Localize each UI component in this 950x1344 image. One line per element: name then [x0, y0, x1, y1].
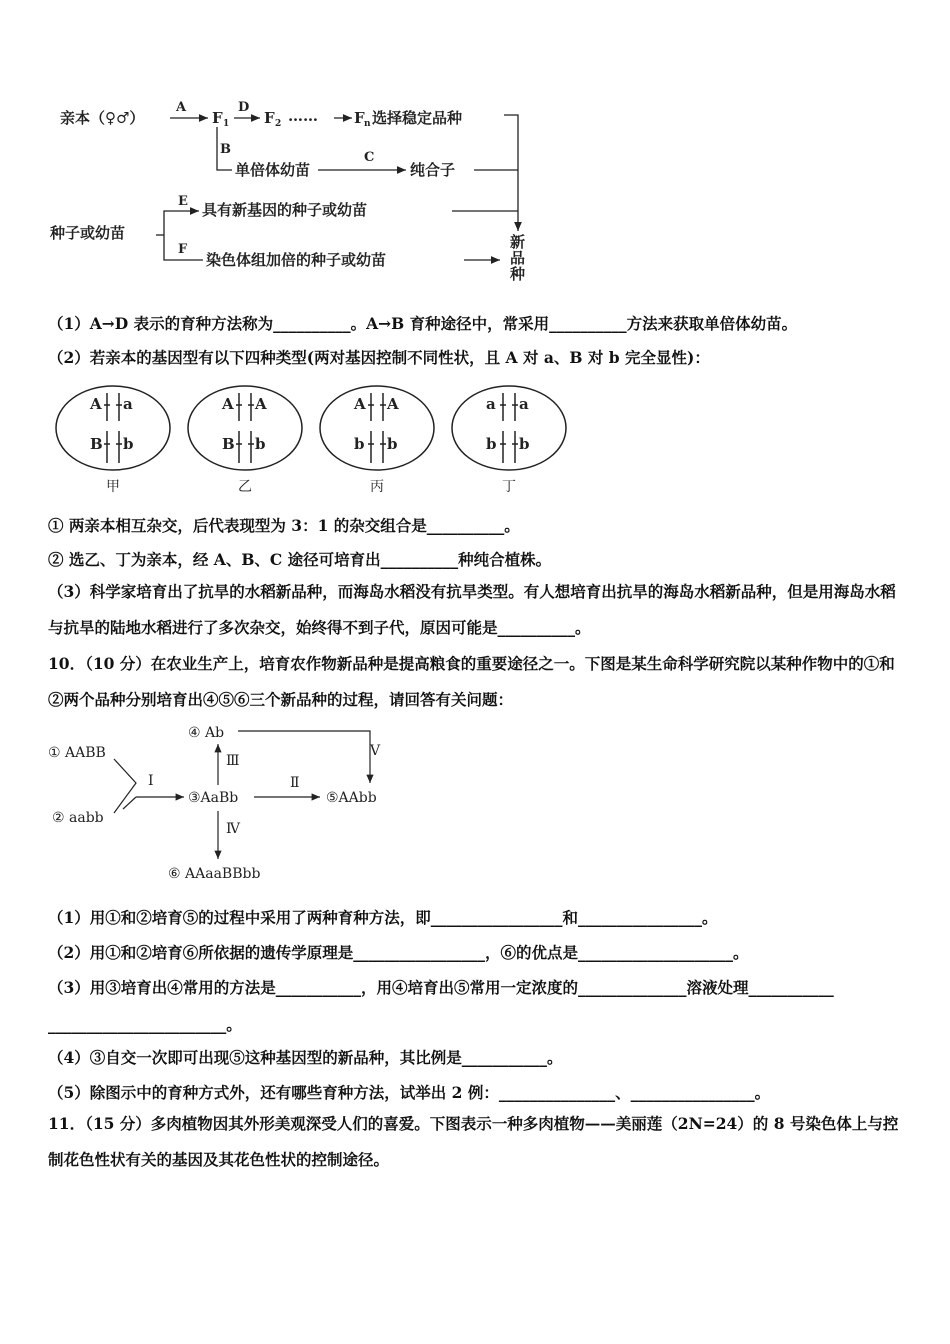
fn-text: 选择稳定品种 [372, 109, 463, 127]
q10-intro: 10．（10 分）在农业生产上，培育农作物新品种是提高粮食的重要途径之一。下图是某生命科学研究院以某种作物中的①和②两个品种分别培育出④⑤⑥三个新品种的过程，请回答有关问题： [48, 654, 895, 709]
node-2: ② aabb [52, 810, 104, 826]
cell-outline [188, 386, 302, 470]
allele-top-left: A [354, 395, 366, 413]
allele-top-right: a [123, 395, 133, 413]
homozygote-label: 纯合子 [410, 161, 456, 179]
cell-name: 甲 [106, 479, 120, 495]
genotype-cells-diagram [50, 383, 590, 498]
cell-name: 乙 [238, 479, 252, 495]
allele-bottom-right: b [387, 435, 398, 453]
q10-5: （5）除图示中的育种方式外，还有哪些育种方法，试举出 2 例：_______________、________________。 [48, 1083, 771, 1102]
allele-top-left: a [486, 395, 496, 413]
allele-bottom-left: b [354, 435, 365, 453]
seed-label: 种子或幼苗 [50, 224, 126, 242]
q10-1: （1）用①和②培育⑤的过程中采用了两种育种方法，即_________________和________________。 [48, 908, 718, 927]
q10-3b: _______________________。 [48, 1015, 242, 1034]
allele-bottom-left: B [90, 435, 103, 453]
allele-top-right: A [387, 395, 399, 413]
cell-outline [320, 386, 434, 470]
q10-3: （3）用③培育出④常用的方法是___________，用④培育出⑤常用一定浓度的______________溶液处理___________ [48, 978, 834, 997]
cell-name: 丁 [502, 479, 516, 495]
parent-label: 亲本（♀♂） [60, 109, 145, 127]
label-b: B [220, 142, 231, 157]
q10-4: （4）③自交一次即可出现⑤这种基因型的新品种，其比例是___________。 [48, 1048, 563, 1067]
f2-label: F [264, 109, 275, 127]
q9-3: （3）科学家培育出了抗旱的水稻新品种，而海岛水稻没有抗旱类型。有人想培育出抗旱的海岛水稻新品种，但是用海岛水稻与抗旱的陆地水稻进行了多次杂交，始终得不到子代，原因可能是__________。 [48, 582, 896, 637]
allele-bottom-right: b [123, 435, 134, 453]
fn-label: F [354, 109, 365, 127]
fn-sub: n [364, 119, 371, 129]
breeding-pathway-diagram [48, 95, 548, 290]
route-3: Ⅲ [226, 753, 240, 769]
new-variety-2: 品 [510, 249, 526, 267]
allele-top-right: a [519, 395, 529, 413]
route-5: Ⅴ [370, 743, 381, 759]
label-e: E [178, 194, 188, 209]
node-6: ⑥ AAaaBBbb [168, 866, 261, 882]
allele-top-right: A [255, 395, 267, 413]
q11-intro: 11．（15 分）多肉植物因其外形美观深受人们的喜爱。下图表示一种多肉植物——美丽莲（2N=24）的 8 号染色体上与控制花色性状有关的基因及其花色性状的控制途径。 [48, 1114, 899, 1169]
q9-2: （2）若亲本的基因型有以下四种类型(两对基因控制不同性状，且 A 对 a、B 对 b 完全显性)： [48, 348, 710, 367]
allele-bottom-left: b [486, 435, 497, 453]
haploid-label: 单倍体幼苗 [235, 161, 311, 179]
node-3: ③AaBb [188, 790, 239, 806]
q10-2: （2）用①和②培育⑥所依据的遗传学原理是_________________，⑥的优点是____________________。 [48, 943, 749, 962]
f1-label: F [212, 109, 223, 127]
label-a: A [176, 100, 187, 115]
f2-sub: 2 [275, 119, 282, 129]
breeding-process-diagram [48, 715, 408, 890]
cell-outline [452, 386, 566, 470]
allele-bottom-right: b [519, 435, 530, 453]
allele-top-left: A [222, 395, 234, 413]
new-variety-3: 种 [510, 265, 526, 283]
cell-name: 丙 [370, 479, 384, 495]
node-4: ④ Ab [188, 725, 225, 741]
label-f: F [178, 242, 188, 257]
node-1: ① AABB [48, 745, 106, 761]
node-5: ⑤AAbb [326, 790, 377, 806]
cell-outline [56, 386, 170, 470]
q9-2b: ② 选乙、丁为亲本，经 A、B、C 途径可培育出__________种纯合植株。 [48, 550, 552, 569]
q9-2a: ① 两亲本相互杂交，后代表现型为 3：1 的杂交组合是__________。 [48, 516, 520, 535]
allele-top-left: A [90, 395, 102, 413]
route-1: Ⅰ [148, 773, 154, 789]
new-variety-1: 新 [510, 233, 526, 251]
double-label: 染色体组加倍的种子或幼苗 [206, 251, 387, 269]
f1-sub: 1 [223, 119, 230, 129]
route-4: Ⅳ [226, 821, 240, 837]
allele-bottom-left: B [222, 435, 235, 453]
q9-1: （1）A→D 表示的育种方法称为__________。A→B 育种途径中，常采用__________方法来获取单倍体幼苗。 [48, 314, 798, 333]
label-d: D [238, 100, 250, 115]
route-2: Ⅱ [290, 775, 300, 791]
label-c: C [364, 150, 375, 165]
new-gene-label: 具有新基因的种子或幼苗 [202, 201, 368, 219]
allele-bottom-right: b [255, 435, 266, 453]
dots: …… [288, 107, 318, 125]
